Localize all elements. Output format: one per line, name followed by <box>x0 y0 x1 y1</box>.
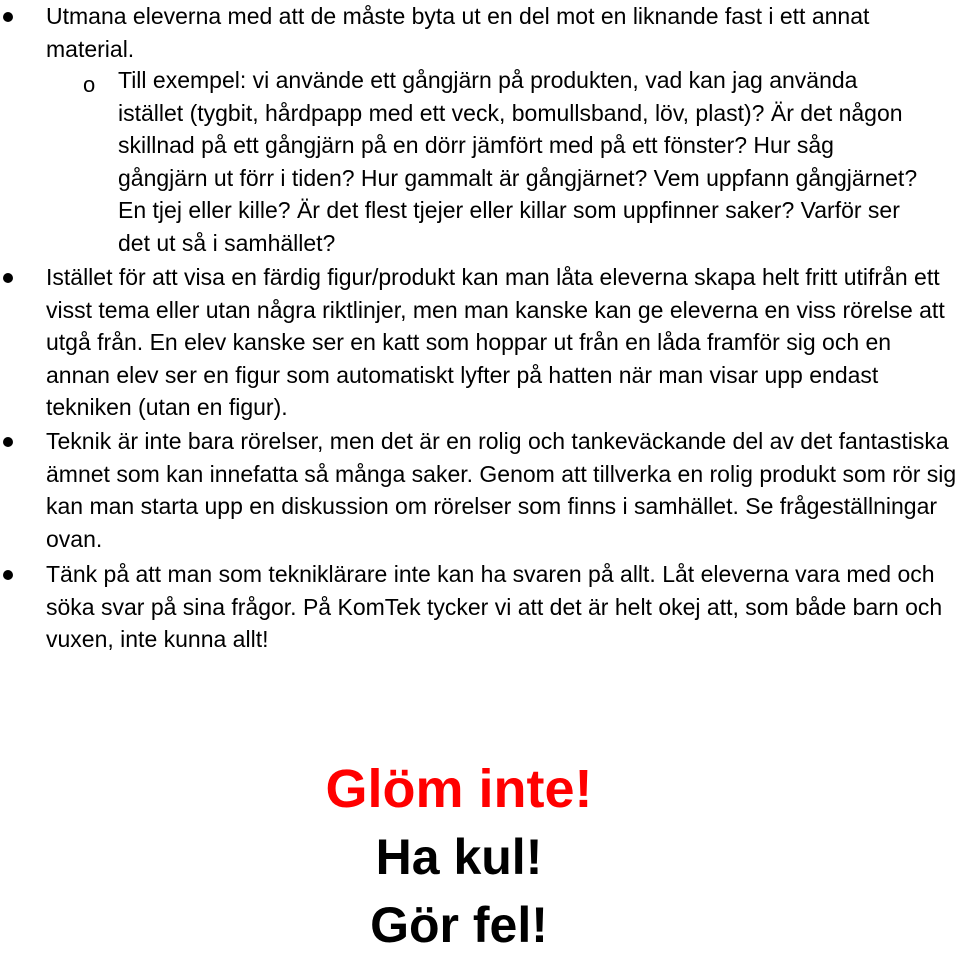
bullet-item-1 <box>0 0 958 65</box>
bullet-text: Teknik är inte bara rörelser, men det är en rolig och tankeväckande del av det fantastiska ämnet som kan innefatta så många saker. Genom att tillverka en rolig produkt som rör sig kan man starta upp en diskussion om rörelser som finns i samhället. Se frågeställningar ovan. <box>46 428 957 552</box>
bullet-dot-icon <box>3 437 13 447</box>
bullet-text: Utmana eleverna med att de måste byta ut en del mot en liknande fast i ett annat material. <box>46 3 870 62</box>
bullet-text: Tänk på att man som tekniklärare inte kan ha svaren på allt. Låt eleverna vara med och söka svar på sina frågor. På KomTek tycker vi att det är helt okej att, som både barn och vuxen, inte kunna allt! <box>46 561 943 653</box>
closing-line-make-mistakes: Gör fel! <box>370 897 548 953</box>
bullet-dot-icon <box>3 570 13 580</box>
closing-line-have-fun: Ha kul! <box>375 829 543 885</box>
sub-bullet-item <box>0 64 926 260</box>
bullet-item-2 <box>0 261 958 424</box>
bullet-item-4 <box>0 558 958 656</box>
bullet-text: Istället för att visa en färdig figur/produkt kan man låta eleverna skapa helt fritt utifrån ett visst tema eller utan några riktlinjer, men man kanske kan ge eleverna en viss rörelse att utgå från. En elev kanske ser en katt som hoppar ut från en låda framför sig och en annan elev ser en figur som automatiskt lyfter på hatten när man visar upp endast tekniken (utan en figur). <box>46 264 945 421</box>
sub-bullet-marker-icon: o <box>83 72 96 97</box>
sub-bullet-text: Till exempel: vi använde ett gångjärn på produkten, vad kan jag använda istället (tygbit, hårdpapp med ett veck, bomullsband, löv, plast)? Är det någon skillnad på ett gångjärn på en dörr jämfört med på ett fönster? Hur såg gångjärn ut förr i tiden? Hur gammalt är gångjärnet? Vem uppfann gångjärnet? En tjej eller kille? Är det flest tjejer eller killar som uppfinner saker? Varför ser det ut så i samhället? <box>118 67 918 256</box>
bullet-item-3 <box>0 425 958 555</box>
bullet-dot-icon <box>3 12 13 22</box>
bullet-dot-icon <box>3 273 13 283</box>
closing-line-dont-forget: Glöm inte! <box>325 759 593 819</box>
